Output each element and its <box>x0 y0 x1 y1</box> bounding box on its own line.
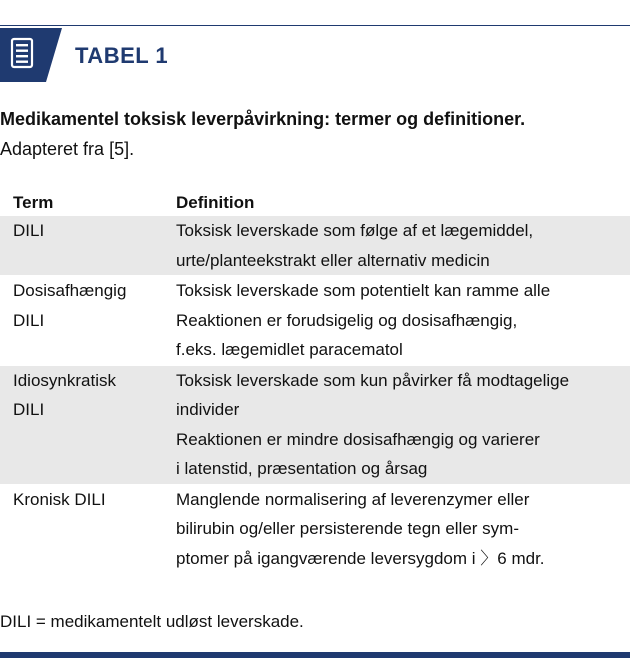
table-row <box>0 484 630 574</box>
column-header-term: Term <box>13 193 54 212</box>
term-cell <box>0 485 176 574</box>
term-cell <box>0 366 176 484</box>
table-row <box>0 365 630 484</box>
definition-text: individer <box>176 400 240 419</box>
definition-text: ptomer på igangværende leversygdom i 〉6 mdr. <box>176 548 545 568</box>
caption-line-1: Medikamentel toksisk leverpåvirkning: termer og definitioner. <box>0 109 526 129</box>
table-row <box>0 275 630 365</box>
definition-text: i latenstid, præsentation og årsag <box>176 459 428 478</box>
definition-text: urte/planteekstrakt eller alternativ medicin <box>176 250 490 270</box>
table-caption <box>0 104 620 164</box>
definition-text: Reaktionen er mindre dosisafhængig og varierer <box>176 429 540 449</box>
term-text: DILI <box>13 221 45 240</box>
definition-text: f.eks. lægemidlet paracematol <box>176 340 403 359</box>
term-text: Kronisk DILI <box>13 489 106 509</box>
table-header <box>0 28 630 86</box>
bottom-divider <box>0 652 630 658</box>
definitions-table <box>0 188 630 573</box>
definition-cell <box>176 276 630 365</box>
definition-text: Toksisk leverskade som kun påvirker få modtagelige <box>176 370 570 390</box>
title-tab <box>0 28 62 82</box>
definition-text: Toksisk leverskade som følge af et lægemiddel, <box>176 221 534 240</box>
definition-cell <box>176 485 630 574</box>
column-header-definition: Definition <box>176 193 255 212</box>
caption-line-2: Adapteret fra [5]. <box>0 139 135 159</box>
definition-text: Reaktionen er forudsigelig og dosisafhængig, <box>176 310 518 330</box>
definition-cell <box>176 366 630 484</box>
definition-text: Toksisk leverskade som potentielt kan ramme alle <box>176 281 551 300</box>
term-text: DILI <box>13 310 45 330</box>
term-cell <box>0 276 176 365</box>
definition-cell <box>176 216 630 275</box>
table-row <box>0 216 630 275</box>
term-cell <box>0 216 176 275</box>
top-divider <box>0 25 630 26</box>
term-text: Dosisafhængig <box>13 281 127 300</box>
term-text: Idiosynkratisk <box>13 370 116 390</box>
document-list-icon <box>0 28 62 82</box>
table-title: TABEL 1 <box>75 43 169 68</box>
table-footnote: DILI = medikamentelt udløst leverskade. <box>0 612 304 631</box>
definition-text: Manglende normalisering af leverenzymer eller <box>176 489 530 509</box>
term-text: DILI <box>13 400 45 419</box>
table-header-row <box>0 188 630 216</box>
definition-text: bilirubin og/eller persisterende tegn eller sym- <box>176 519 519 538</box>
